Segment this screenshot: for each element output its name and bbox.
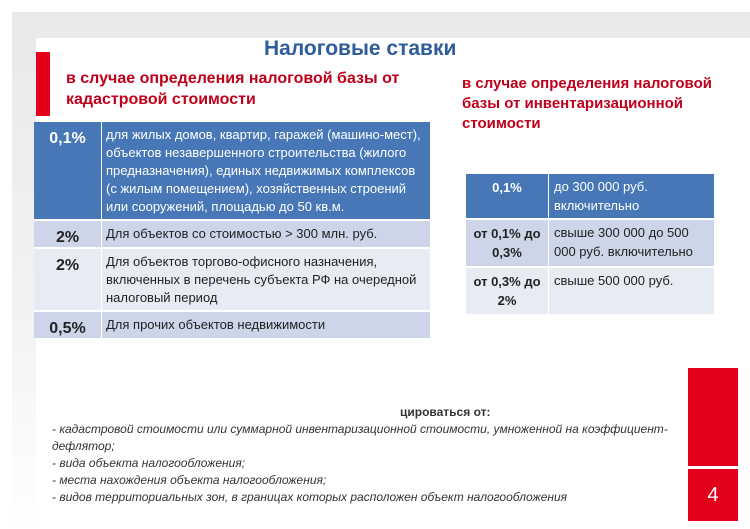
note-line: - видов территориальных зон, в границах которых расположен объект налогообложения xyxy=(52,490,568,504)
description-cell: свыше 500 000 руб. xyxy=(549,267,715,314)
inventory-subtitle: в случае определения налоговой базы от инвентаризационной стоимости xyxy=(462,75,712,132)
description-cell: Для прочих объектов недвижимости xyxy=(102,311,431,338)
inventory-rates-table xyxy=(466,174,714,314)
cadastral-rates-table xyxy=(34,122,430,338)
table-row xyxy=(466,174,714,219)
left-accent-bar xyxy=(36,52,50,116)
slide-title: Налоговые ставки xyxy=(264,37,457,60)
page-number: 4 xyxy=(688,469,738,521)
table-row xyxy=(34,122,430,220)
notes-lead: цироваться от: xyxy=(400,405,491,419)
note-line: - кадастровой стоимости или суммарной инвентаризационной стоимости, умноженной на коэффициент-дефлятор; xyxy=(52,422,668,453)
note-line: - места нахождения объекта налогообложения; xyxy=(52,473,327,487)
description-cell: до 300 000 руб. включительно xyxy=(549,174,715,219)
cadastral-subtitle: в случае определения налоговой базы от кадастровой стоимости xyxy=(66,70,400,108)
table-row xyxy=(466,267,714,314)
rate-cell: 0,1% xyxy=(466,174,549,219)
rate-cell: от 0,3% до 2% xyxy=(466,267,549,314)
rate-cell: 2% xyxy=(34,220,102,248)
table-row xyxy=(466,219,714,267)
description-cell: для жилых домов, квартир, гаражей (машино-мест), объектов незавершенного строительства (жилого предназначения), единых недвижимых комплексов (с жилым помещением), хозяйственных строений или сооружений, площадью до 50 кв.м. xyxy=(102,122,431,220)
table-row xyxy=(34,220,430,248)
right-accent-bar xyxy=(688,368,738,466)
description-cell: Для объектов со стоимостью > 300 млн. руб. xyxy=(102,220,431,248)
dependency-notes xyxy=(52,404,672,506)
table-row xyxy=(34,248,430,311)
description-cell: свыше 300 000 до 500 000 руб. включительно xyxy=(549,219,715,267)
table-row xyxy=(34,311,430,338)
rate-cell: 2% xyxy=(34,248,102,311)
rate-cell: 0,1% xyxy=(34,122,102,220)
description-cell: Для объектов торгово-офисного назначения, включенных в перечень субъекта РФ на очередной налоговый период xyxy=(102,248,431,311)
rate-cell: от 0,1% до 0,3% xyxy=(466,219,549,267)
rate-cell: 0,5% xyxy=(34,311,102,338)
note-line: - вида объекта налогообложения; xyxy=(52,456,246,470)
